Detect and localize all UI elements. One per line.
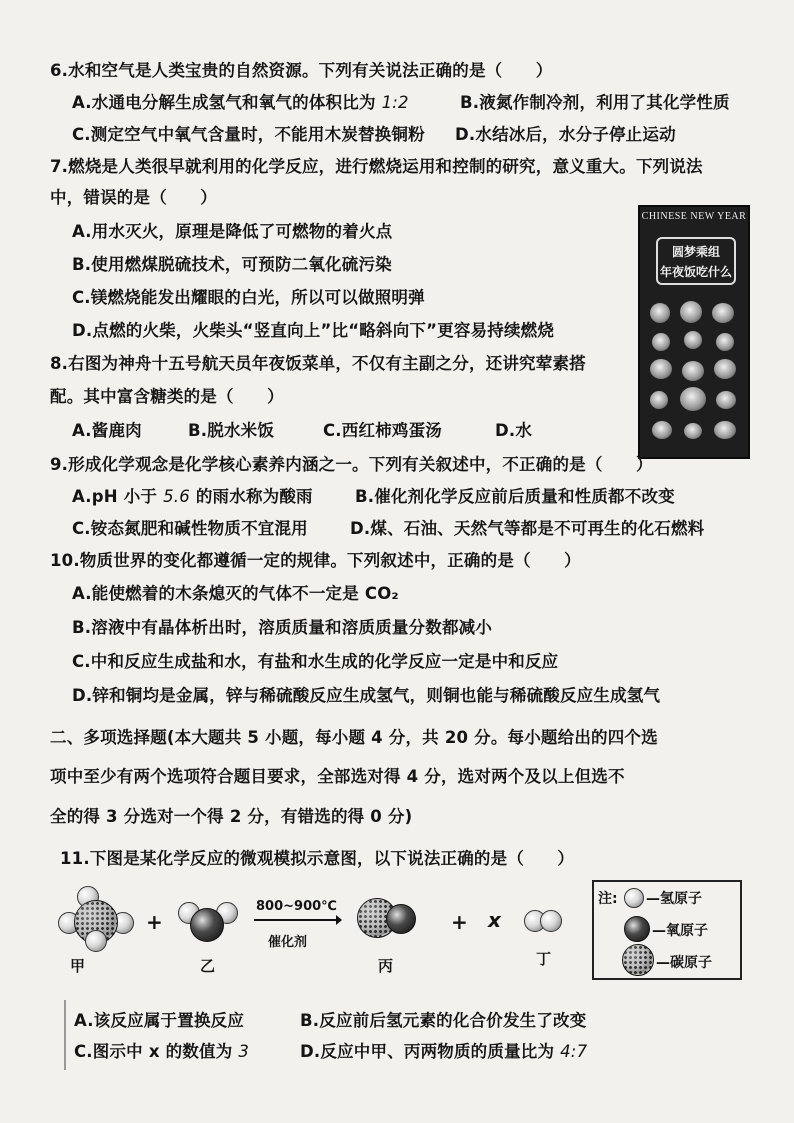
legend-note: 注: bbox=[598, 891, 618, 907]
q10-option-d: D.锌和铜均是金属，锌与稀硫酸反应生成氢气，则铜也能与稀硫酸反应生成氢气 bbox=[72, 686, 661, 705]
dish-icon bbox=[650, 391, 668, 409]
q7-stem-line1: 7.燃烧是人类很早就利用的化学反应，进行燃烧运用和控制的研究，意义重大。下列说法 bbox=[50, 157, 703, 176]
dish-icon bbox=[652, 333, 670, 351]
oxygen-atom bbox=[386, 904, 416, 934]
section2-line2: 项中至少有两个选项符合题目要求，全部选对得 4 分，选对两个及以上但选不 bbox=[50, 767, 625, 786]
dish-icon bbox=[680, 301, 702, 323]
label-bing: 丙 bbox=[378, 957, 394, 975]
dish-icon bbox=[652, 421, 672, 439]
q9-option-a-text: A.pH 小于 bbox=[72, 487, 164, 506]
dish-icon bbox=[682, 361, 704, 381]
q8-option-d: D.水 bbox=[495, 421, 533, 440]
q7-option-c: C.镁燃烧能发出耀眼的白光，所以可以做照明弹 bbox=[72, 288, 425, 307]
q9-option-a-tail: 的雨水称为酸雨 bbox=[189, 487, 313, 506]
q6-option-a-ratio: 1:2 bbox=[381, 93, 409, 112]
q8-option-b: B.脱水米饭 bbox=[188, 421, 275, 440]
q7-option-d: D.点燃的火柴，火柴头“竖直向上”比“略斜向下”更容易持续燃烧 bbox=[72, 321, 555, 340]
q10-option-c: C.中和反应生成盐和水，有盐和水生成的化学反应一定是中和反应 bbox=[72, 652, 559, 671]
poster-tag bbox=[656, 237, 736, 285]
dish-icon bbox=[650, 359, 672, 379]
q7-option-a: A.用水灭火，原理是降低了可燃物的着火点 bbox=[72, 222, 393, 241]
q10-option-a: A.能使燃着的木条熄灭的气体不一定是 CO₂ bbox=[72, 584, 399, 603]
dish-icon bbox=[712, 303, 734, 323]
plus-sign: + bbox=[451, 910, 468, 934]
hydrogen-atom bbox=[540, 910, 562, 932]
oxygen-atom bbox=[190, 908, 224, 942]
coefficient-x: x bbox=[488, 908, 501, 932]
reaction-temperature: 800~900℃ bbox=[256, 899, 337, 914]
q8-stem-line1: 8.右图为神舟十五号航天员年夜饭菜单，不仅有主副之分，还讲究荤素搭 bbox=[50, 354, 586, 373]
q10-stem: 10.物质世界的变化都遵循一定的规律。下列叙述中，正确的是（ ） bbox=[50, 551, 581, 570]
q11-option-c-number: 3 bbox=[238, 1042, 250, 1061]
q8-option-a: A.酱鹿肉 bbox=[72, 421, 142, 440]
dish-icon bbox=[684, 423, 702, 439]
dish-icon bbox=[716, 391, 736, 409]
poster-title: CHINESE NEW YEAR bbox=[641, 211, 747, 222]
q7-stem-line2: 中，错误的是（ ） bbox=[50, 188, 217, 207]
hydrogen-atom bbox=[85, 930, 107, 952]
dish-icon bbox=[714, 359, 736, 379]
q9-option-a bbox=[72, 486, 313, 508]
q9-option-c: C.铵态氮肥和碱性物质不宜混用 bbox=[72, 519, 308, 538]
poster-line1: 圆梦乘组 bbox=[671, 245, 720, 259]
q9-option-b: B.催化剂化学反应前后质量和性质都不改变 bbox=[355, 487, 675, 506]
atom-legend bbox=[592, 880, 742, 980]
q11-option-d-ratio: 4:7 bbox=[560, 1042, 588, 1061]
legend-carbon: —碳原子 bbox=[656, 955, 712, 971]
q7-option-b: B.使用燃煤脱硫技术，可预防二氧化硫污染 bbox=[72, 255, 392, 274]
label-yi: 乙 bbox=[200, 957, 216, 975]
q11-option-a: A.该反应属于置换反应 bbox=[74, 1011, 245, 1030]
legend-hydrogen: —氢原子 bbox=[646, 891, 702, 907]
q8-stem-line2: 配。其中富含糖类的是（ ） bbox=[50, 387, 284, 406]
q6-option-d: D.水结冰后，水分子停止运动 bbox=[455, 125, 676, 144]
plus-sign: + bbox=[146, 910, 163, 934]
section2-line3: 全的得 3 分选对一个得 2 分，有错选的得 0 分) bbox=[50, 807, 413, 826]
section2-line1: 二、多项选择题(本大题共 5 小题，每小题 4 分，共 20 分。每小题给出的四个选 bbox=[50, 728, 658, 747]
dish-icon bbox=[684, 331, 702, 349]
q9-option-a-number: 5.6 bbox=[163, 487, 190, 506]
q11-option-b: B.反应前后氢元素的化合价发生了改变 bbox=[300, 1011, 587, 1030]
dish-icon bbox=[650, 303, 670, 323]
q6-stem: 6.水和空气是人类宝贵的自然资源。下列有关说法正确的是（ ） bbox=[50, 61, 553, 80]
q6-option-a bbox=[72, 92, 409, 114]
dish-icon bbox=[714, 421, 736, 439]
new-year-menu-poster bbox=[638, 205, 750, 459]
oxygen-atom-icon bbox=[624, 916, 650, 942]
q11-option-d-text: D.反应中甲、丙两物质的质量比为 bbox=[300, 1042, 561, 1061]
reaction-catalyst: 催化剂 bbox=[268, 935, 308, 950]
carbon-atom-icon bbox=[622, 944, 654, 976]
q11-option-c bbox=[74, 1041, 249, 1063]
q11-option-c-text: C.图示中 x 的数值为 bbox=[74, 1042, 239, 1061]
q10-option-b: B.溶液中有晶体析出时，溶质质量和溶质质量分数都减小 bbox=[72, 618, 493, 637]
label-ding: 丁 bbox=[536, 950, 552, 968]
q9-option-d: D.煤、石油、天然气等都是不可再生的化石燃料 bbox=[350, 519, 705, 538]
dish-icon bbox=[716, 333, 734, 351]
q6-option-b: B.液氮作制冷剂，利用了其化学性质 bbox=[460, 93, 730, 112]
reaction-arrow-icon bbox=[252, 914, 342, 928]
q11-stem: 11.下图是某化学反应的微观模拟示意图，以下说法正确的是（ ） bbox=[60, 849, 575, 868]
hydrogen-atom-icon bbox=[624, 888, 644, 908]
poster-line2: 年夜饭吃什么 bbox=[659, 265, 732, 279]
q9-stem: 9.形成化学观念是化学核心素养内涵之一。下列有关叙述中，不正确的是（ ） bbox=[50, 455, 653, 474]
label-jia: 甲 bbox=[70, 957, 86, 975]
q8-option-c: C.西红柿鸡蛋汤 bbox=[323, 421, 442, 440]
q6-option-c: C.测定空气中氧气含量时，不能用木炭替换铜粉 bbox=[72, 125, 425, 144]
legend-oxygen: —氧原子 bbox=[652, 923, 708, 939]
q11-option-d bbox=[300, 1041, 587, 1063]
q6-option-a-text: A.水通电分解生成氢气和氧气的体积比为 bbox=[72, 93, 382, 112]
dish-icon bbox=[680, 387, 706, 411]
